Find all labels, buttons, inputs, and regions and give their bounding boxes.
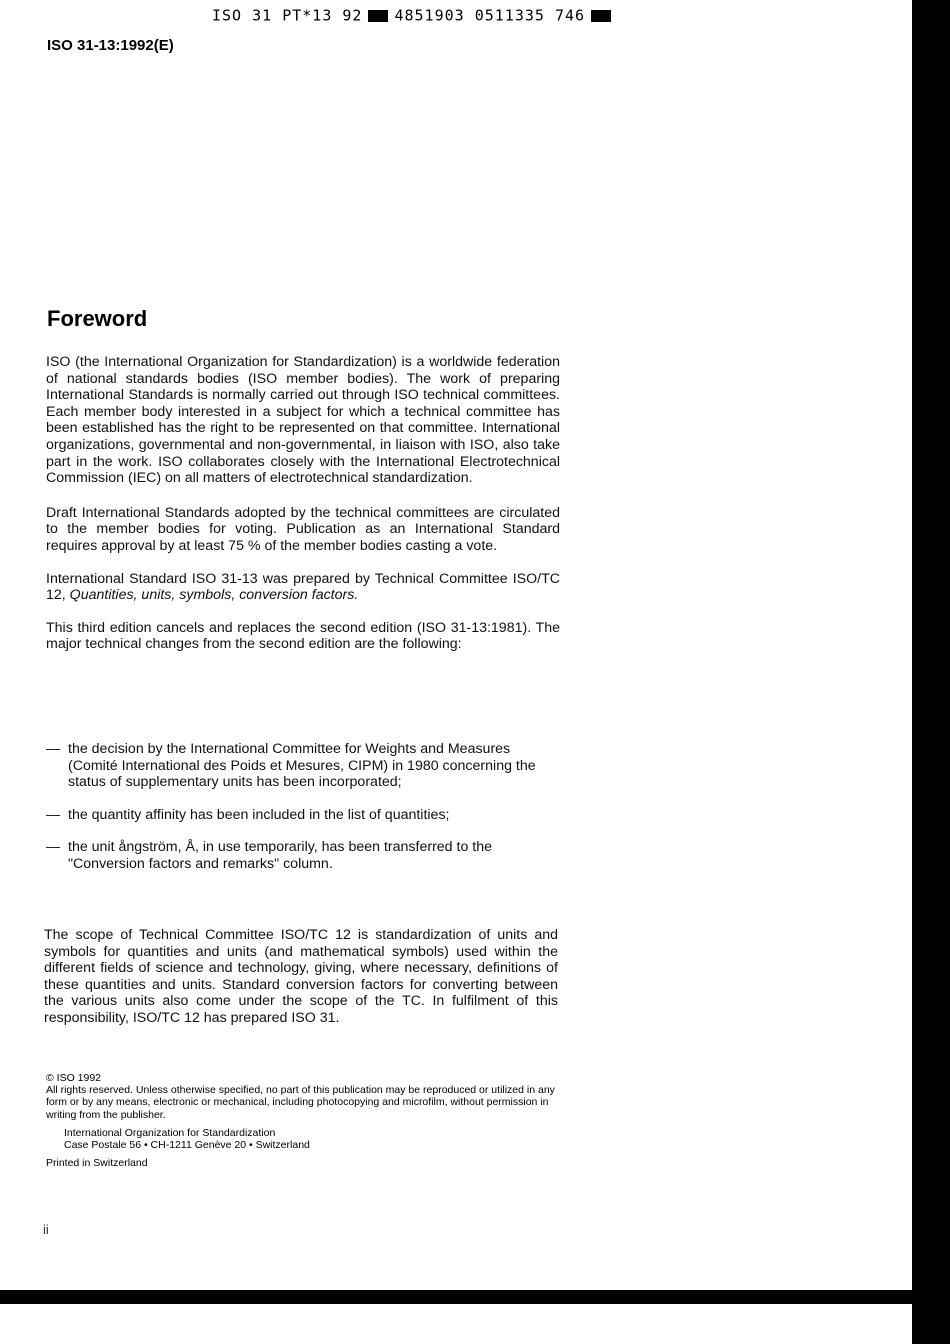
list-item-text: the quantity affinity has been included in the list of quantities; xyxy=(68,806,450,823)
paragraph-scope: The scope of Technical Committee ISO/TC 12 is standardization of units and symbols for quantities and units (and mathematical symbols) used within the different fields of science and technology, giving, where necessary, definitions of these quantities and units. Standard conversion factors for converting between the various units also come under the scope of the TC. In fulfilment of this responsibility, ISO/TC 12 has prepared ISO 31. xyxy=(44,927,558,1026)
copyright-line: © ISO 1992 xyxy=(46,1072,102,1084)
prepared-by-text: International Standard ISO 31-13 was prepared by Technical Committee ISO/TC 12, xyxy=(46,570,560,604)
paragraph-edition: This third edition cancels and replaces the second edition (ISO 31-13:1981). The major technical changes from the second edition are the following: xyxy=(46,619,560,653)
paragraph-prepared-by xyxy=(46,571,560,604)
scan-header xyxy=(212,6,682,28)
black-square-icon xyxy=(368,10,388,22)
document-id: ISO 31-13:1992(E) xyxy=(47,37,174,54)
dash-bullet: — xyxy=(46,741,61,757)
page-number: ii xyxy=(43,1222,49,1237)
publisher-address: Case Postale 56 • CH-1211 Genève 20 • Switzerland xyxy=(64,1139,310,1152)
dash-bullet: — xyxy=(46,839,61,856)
foreword-body xyxy=(46,354,560,669)
black-square-icon xyxy=(591,10,611,22)
publisher-name: International Organization for Standardization xyxy=(64,1126,276,1139)
committee-title: Quantities, units, symbols, conversion factors. xyxy=(69,587,359,604)
dash-bullet: — xyxy=(46,806,61,823)
paragraph-draft-standards: Draft International Standards adopted by the technical committees are circulated to the member bodies for voting. Publication as an International Standard requires approval by at least 75 % of the member bodies casting a vote. xyxy=(46,504,560,554)
list-item-text: the decision by the International Committee for Weights and Measures (Comité International des Poids et Mesures, CIPM) in 1980 concerning the status of supplementary units has been incorporated; xyxy=(68,741,536,791)
printed-in: Printed in Switzerland xyxy=(46,1157,148,1170)
scan-edge-right xyxy=(912,0,950,1344)
scan-header-serial: 4851903 0511335 746 xyxy=(394,6,586,25)
scan-header-code: ISO 31 PT*13 92 xyxy=(212,6,363,25)
paragraph-iso-intro: ISO (the International Organization for Standardization) is a worldwide federation of national standards bodies (ISO member bodies). The work of preparing International Standards is normally carried out through ISO technical committees. Each member body interested in a subject for which a technical committee has been established has the right to be represented on that committee. International organizations, governmental and non-governmental, in liaison with ISO, also take part in the work. ISO collaborates closely with the International Electrotechnical Commission (IEC) on all matters of electrotechnical standardization. xyxy=(46,354,560,487)
scan-edge-bottom xyxy=(0,1290,950,1304)
changes-list xyxy=(46,741,560,889)
list-item xyxy=(46,839,560,872)
copyright-block xyxy=(46,1072,560,1169)
list-item-text: the unit ångström, Å, in use temporarily, has been transferred to the "Conversion factors and remarks" column. xyxy=(68,839,493,872)
list-item xyxy=(46,807,560,824)
rights-statement: All rights reserved. Unless otherwise specified, no part of this publication may be reproduced or utilized in any form or by any means, electronic or mechanical, including photocopying and microfilm, without permission in writing from the publisher. xyxy=(46,1084,555,1121)
list-item xyxy=(46,741,560,791)
page-title: Foreword xyxy=(47,306,148,331)
